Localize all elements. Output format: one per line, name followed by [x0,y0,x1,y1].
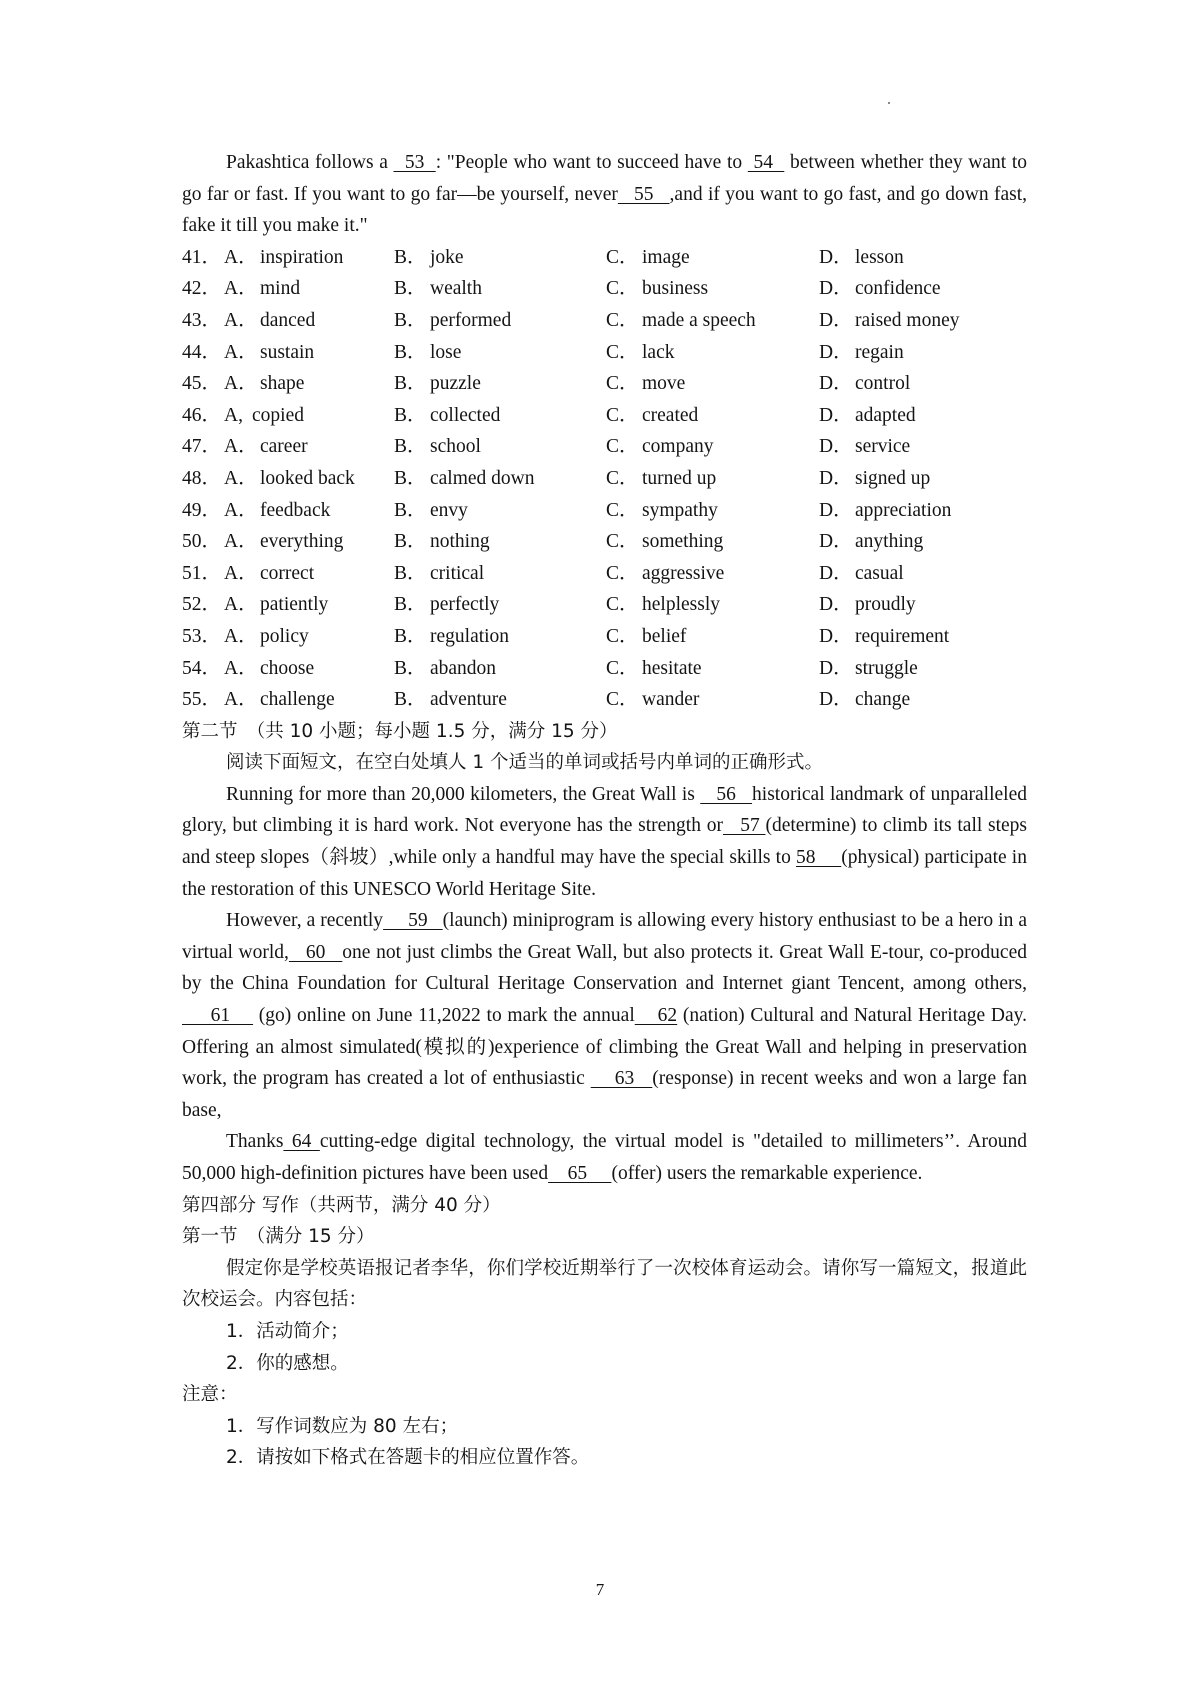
question-row [182,621,1027,653]
exam-page-content [182,147,1027,1474]
option-d [819,526,1019,558]
option-c [606,653,819,685]
option-text: lose [430,341,462,363]
option-letter: C． [606,436,639,458]
passage-closing-paragraph [182,147,1027,242]
option-letter: C． [606,467,639,489]
option-a [224,431,394,463]
note-item-2: 2．请按如下格式在答题卡的相应位置作答。 [226,1447,590,1469]
notes-label: 注意： [182,1384,238,1406]
option-text: danced [260,309,316,331]
cloze-options-list [182,242,1027,716]
option-letter: D． [819,436,853,458]
option-b [394,305,606,337]
option-text: regulation [430,625,510,647]
option-letter: A． [224,278,258,300]
option-text: change [855,689,911,711]
option-letter: B． [394,467,427,489]
question-row [182,653,1027,685]
option-a [224,337,394,369]
option-d [819,242,1019,274]
option-letter: A． [224,562,258,584]
part4-section1-heading: 第一节 （满分 15 分） [182,1226,375,1248]
answer-blank: 62 [634,1005,678,1027]
option-letter: C． [606,246,639,268]
option-c [606,526,819,558]
option-text: turned up [642,467,717,489]
option-text: policy [260,625,309,647]
option-text: signed up [855,467,931,489]
option-c [606,431,819,463]
answer-blank: 65 [548,1163,612,1184]
page-number: 7 [595,1580,605,1599]
option-letter: A． [224,594,258,616]
question-row [182,526,1027,558]
scan-speck [888,102,890,104]
answer-blank: 55 [617,183,670,205]
option-letter: B． [394,657,427,679]
option-text: looked back [260,467,355,489]
option-c [606,621,819,653]
option-letter: D． [819,373,853,395]
option-text: something [642,531,724,553]
option-d [819,337,1019,369]
option-a [224,589,394,621]
option-letter: D． [819,404,853,426]
question-row [182,273,1027,305]
question-number: 49． [182,499,222,521]
option-d [819,653,1019,685]
option-b [394,463,606,495]
option-letter: B． [394,562,427,584]
option-text: joke [430,246,464,268]
option-letter: B． [394,531,427,553]
answer-blank: 60 [288,941,343,963]
question-row [182,337,1027,369]
question-number: 48． [182,467,222,489]
option-text: adventure [430,689,507,711]
question-number: 52． [182,594,222,616]
option-text: wealth [430,278,482,300]
option-text: company [642,436,714,458]
option-letter: C． [606,689,639,711]
option-b [394,273,606,305]
passage-text: (physical) participate in the restoration of this UNESCO World Heritage Site. [182,847,1027,900]
option-letter: D． [819,278,853,300]
passage-text: (launch) miniprogram is allowing every history enthusiast to be a hero in a virtual world, [182,910,1028,963]
question-row [182,242,1027,274]
option-letter: D． [819,246,853,268]
option-text: control [855,373,911,395]
option-c [606,242,819,274]
option-letter: A． [224,309,258,331]
grammar-passage-paragraph-3 [182,1126,1027,1189]
option-text: helplessly [642,594,720,616]
passage-text: However, a recently [226,910,384,932]
note-item-1: 1．写作词数应为 80 左右； [226,1415,459,1437]
passage-text: Running for more than 20,000 kilometers, the Great Wall is [226,783,701,805]
option-a [224,273,394,305]
answer-blank: 53 [393,152,436,173]
option-letter: A． [224,467,258,489]
option-d [819,368,1019,400]
option-letter: D． [819,467,853,489]
option-text: performed [430,309,512,331]
option-a [224,684,394,716]
option-d [819,621,1019,653]
option-letter: D． [819,499,853,521]
writing-prompt: 假定你是学校英语报记者李华，你们学校近期举行了一次校体育运动会。请你写一篇短文，报道此次校运会。内容包括： [182,1257,1027,1311]
option-text: created [642,404,699,426]
option-letter: A． [224,436,258,458]
question-row [182,463,1027,495]
option-letter: D． [819,309,853,331]
option-a [224,463,394,495]
option-a [224,368,394,400]
option-letter: B． [394,689,427,711]
option-c [606,337,819,369]
option-b [394,589,606,621]
option-text: business [642,278,709,300]
option-text: struggle [855,657,918,679]
option-letter: C． [606,625,639,647]
option-text: appreciation [855,499,952,521]
option-text: lesson [855,246,904,268]
option-letter: A． [224,657,258,679]
option-text: sympathy [642,499,718,521]
passage-text: cutting-edge digital technology, the virtual model is "detailed to millimeters’’. Around 50,000 high-definition pictures have been used [182,1131,1028,1184]
option-letter: B． [394,436,427,458]
option-text: proudly [855,594,916,616]
option-text: mind [260,278,301,300]
option-letter: D． [819,531,853,553]
option-letter: C． [606,341,639,363]
question-number: 55． [182,689,222,711]
option-text: anything [855,531,924,553]
option-text: wander [642,689,700,711]
option-letter: D． [819,594,853,616]
option-text: raised money [855,309,960,331]
option-letter: D． [819,657,853,679]
passage-text: (offer) users the remarkable experience. [611,1163,923,1184]
option-letter: B． [394,373,427,395]
option-text: requirement [855,625,950,647]
answer-blank: 64 [283,1131,320,1153]
question-row [182,400,1027,432]
option-letter: B． [394,278,427,300]
option-text: move [642,373,686,395]
option-c [606,589,819,621]
option-d [819,400,1019,432]
option-text: image [642,246,690,268]
option-c [606,273,819,305]
passage-text: (response) in recent weeks and won a large fan base, [182,1068,1028,1121]
option-c [606,463,819,495]
option-letter: D． [819,689,853,711]
option-d [819,273,1019,305]
option-letter: A． [224,499,258,521]
passage-text: (go) online on June 11,2022 to mark the annual [253,1005,635,1027]
option-letter: C． [606,278,639,300]
option-b [394,621,606,653]
answer-blank: 56 [700,783,753,805]
option-b [394,653,606,685]
option-a [224,495,394,527]
option-text: copied [252,404,304,426]
option-a [224,526,394,558]
option-text: critical [430,562,485,584]
option-text: correct [260,562,315,584]
option-b [394,368,606,400]
option-text: school [430,436,481,458]
option-b [394,400,606,432]
option-text: career [260,436,308,458]
passage-text: (determine) to climb its tall steps and steep slopes（斜坡）,while only a handful may have the special skills to [182,815,1028,869]
section2-instruction: 阅读下面短文，在空白处填人 1 个适当的单词或括号内单词的正确形式。 [226,752,824,774]
question-row [182,684,1027,716]
option-d [819,305,1019,337]
option-text: confidence [855,278,941,300]
option-text: shape [260,373,305,395]
option-text: hesitate [642,657,702,679]
content-item-1: 1．活动简介； [226,1320,349,1342]
option-letter: B． [394,404,427,426]
passage-text: : "People who want to succeed have to [435,152,748,173]
option-c [606,368,819,400]
option-c [606,684,819,716]
option-d [819,589,1019,621]
option-letter: A． [224,341,258,363]
passage-text: Thanks [226,1131,284,1153]
passage-text: historical landmark of unparalleled glory, but climbing it is hard work. Not everyone has the strength or [182,783,1027,837]
option-a [224,305,394,337]
option-letter: A． [224,531,258,553]
option-letter: C． [606,404,639,426]
option-letter: B． [394,625,427,647]
option-text: inspiration [260,246,344,268]
option-text: regain [855,341,904,363]
answer-blank: 63 [590,1068,653,1090]
option-letter: D． [819,341,853,363]
option-c [606,558,819,590]
option-b [394,558,606,590]
passage-text: Pakashtica follows a [226,152,394,173]
option-letter: A, [224,404,243,426]
question-row [182,495,1027,527]
question-number: 50． [182,531,222,553]
option-letter: B． [394,341,427,363]
option-b [394,526,606,558]
question-number: 53． [182,625,222,647]
option-text: abandon [430,657,497,679]
option-text: nothing [430,531,490,553]
option-letter: C． [606,373,639,395]
option-text: adapted [855,404,916,426]
option-text: lack [642,341,675,363]
option-text: aggressive [642,562,725,584]
option-text: patiently [260,594,329,616]
option-text: collected [430,404,501,426]
option-letter: A． [224,689,258,711]
answer-blank: 57 [722,815,766,837]
question-row [182,368,1027,400]
option-b [394,684,606,716]
option-letter: A． [224,625,258,647]
option-letter: D． [819,625,853,647]
option-a [224,400,394,432]
option-text: challenge [260,689,335,711]
option-b [394,242,606,274]
option-text: made a speech [642,309,756,331]
question-row [182,305,1027,337]
option-text: belief [642,625,687,647]
question-number: 46． [182,404,222,426]
option-text: calmed down [430,467,535,489]
option-letter: B． [394,594,427,616]
option-b [394,337,606,369]
option-letter: A． [224,373,258,395]
question-row [182,558,1027,590]
grammar-passage-paragraph-2 [182,905,1027,1126]
option-text: choose [260,657,315,679]
option-text: feedback [260,499,331,521]
option-b [394,495,606,527]
question-number: 51． [182,562,222,584]
option-letter: B． [394,309,427,331]
section2-heading: 第二节 （共 10 小题；每小题 1.5 分，满分 15 分） [182,720,618,742]
option-text: sustain [260,341,315,363]
part4-heading: 第四部分 写作（共两节，满分 40 分） [182,1194,501,1216]
option-d [819,495,1019,527]
passage-text: one not just climbs the Great Wall, but also protects it. Great Wall E-tour, co-produced by the China Foundation for Cultural Heritage Conservation and Internet giant Tencent, among others, [182,941,1027,995]
option-d [819,558,1019,590]
option-a [224,621,394,653]
option-d [819,431,1019,463]
option-letter: C． [606,657,639,679]
answer-blank: 54 [747,152,785,173]
option-text: envy [430,499,468,521]
option-d [819,463,1019,495]
option-text: service [855,436,911,458]
question-number: 45． [182,373,222,395]
option-d [819,684,1019,716]
question-number: 42． [182,278,222,300]
grammar-passage-paragraph-1 [182,779,1027,905]
option-letter: C． [606,499,639,521]
question-number: 43． [182,309,222,331]
option-c [606,400,819,432]
option-text: casual [855,562,904,584]
option-letter: B． [394,499,427,521]
option-letter: B． [394,246,427,268]
option-letter: A． [224,246,258,268]
option-letter: C． [606,594,639,616]
option-text: everything [260,531,344,553]
question-number: 41． [182,246,222,268]
option-text: puzzle [430,373,481,395]
content-item-2: 2．你的感想。 [226,1352,349,1374]
option-a [224,558,394,590]
option-c [606,495,819,527]
answer-blank: 58 [795,847,842,869]
answer-blank: 61 [182,1005,254,1027]
option-letter: D． [819,562,853,584]
option-c [606,305,819,337]
option-letter: C． [606,562,639,584]
passage-text: ,and if you want to go fast, and go down fast, fake it till you make it." [182,183,1027,237]
question-row [182,431,1027,463]
answer-blank: 59 [383,910,443,932]
option-letter: C． [606,531,639,553]
question-number: 44． [182,341,222,363]
passage-text: between whether they want to go far or fast. If you want to go far—be yourself, never [182,152,1028,205]
option-a [224,653,394,685]
question-row [182,589,1027,621]
option-text: perfectly [430,594,500,616]
question-number: 47． [182,436,222,458]
option-b [394,431,606,463]
question-number: 54． [182,657,222,679]
option-letter: C． [606,309,639,331]
passage-text: (nation) Cultural and Natural Heritage Day. Offering an almost simulated(模拟的)experience of climbing the Great Wall and helping in preservation work, the program has created a lot of enthusiastic [182,1005,1027,1090]
option-a [224,242,394,274]
